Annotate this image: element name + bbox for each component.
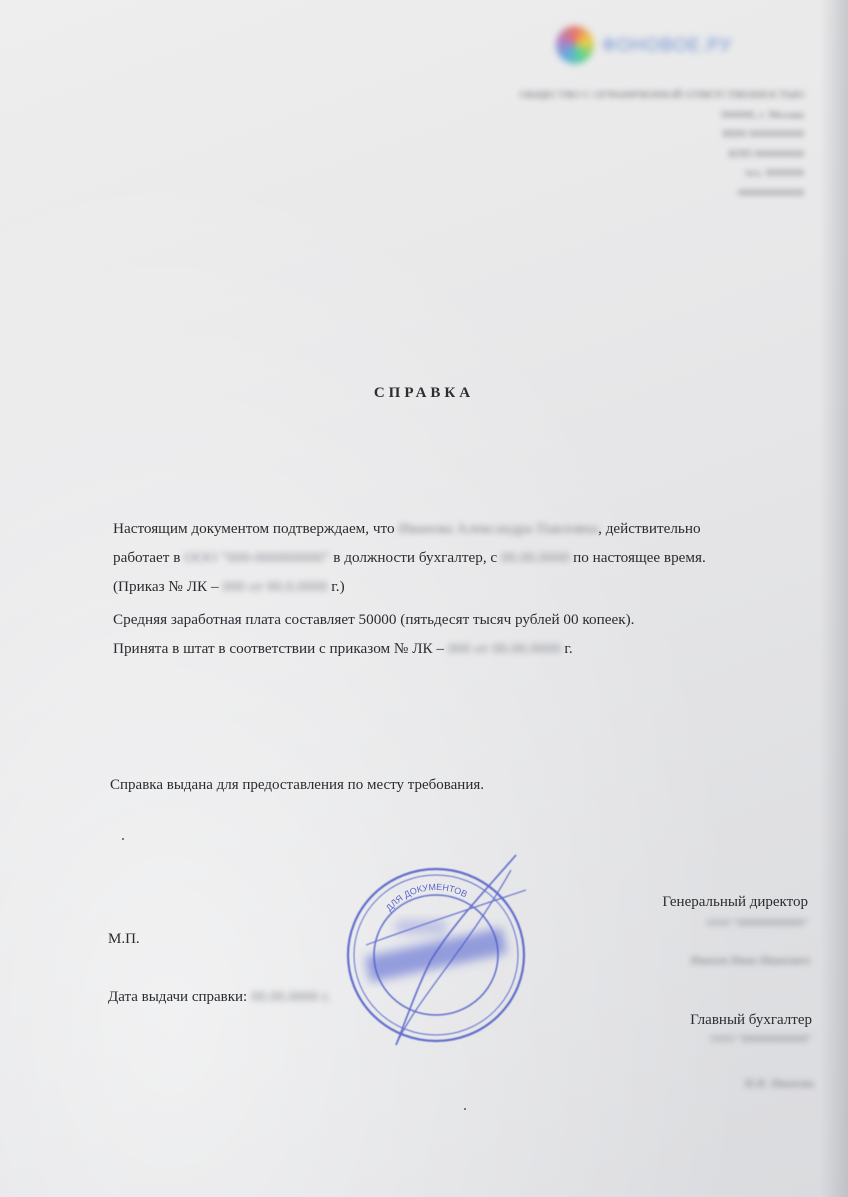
requisite-line: ИНН 0000000000 (722, 128, 804, 140)
director-company: ООО "000000000000" (706, 917, 808, 929)
director-name: Иванов Иван Иванович (690, 953, 810, 967)
body-text: работает в (113, 549, 181, 566)
requisite-line: КПП 000000000 (728, 147, 804, 160)
body-text: (Приказ № ЛК – (113, 578, 219, 595)
accountant-title: Главный бухгалтер (690, 1012, 812, 1028)
body-text: по настоящее время. (573, 549, 706, 566)
company-requisites (424, 86, 804, 203)
stamp-ring-text: ДЛЯ ДОКУМЕНТОВ (383, 881, 469, 914)
body-line (113, 514, 793, 543)
requisite-line: тел. 0000000 (744, 167, 804, 179)
document-body (113, 514, 793, 663)
purpose-line: Справка выдана для предоставления по месту требования. (110, 777, 485, 793)
requisite-line: ОБЩЕСТВО С ОГРАНИЧЕННОЙ ОТВЕТСТВЕННОСТЬЮ (519, 89, 804, 101)
redacted-order: 000 от 00.0.0000 (222, 578, 328, 595)
salary-line: Средняя заработная плата составляет 50000 (пятьдесят тысяч рублей 00 копеек). (113, 611, 635, 628)
company-logo (556, 26, 806, 64)
paper-speck (464, 1108, 466, 1110)
logo-text: ФОНОВОЕ.РУ (602, 34, 733, 55)
redacted-name: Иванова Александра Павловна (398, 520, 599, 537)
body-text: г.) (331, 578, 345, 595)
requisite-line: 000000000000 (738, 186, 804, 199)
paper-shadow (820, 0, 848, 1197)
body-text: г. (564, 640, 573, 657)
accountant-name: И.И. Иванова (744, 1076, 814, 1090)
company-stamp (336, 850, 536, 1050)
redacted-order: 000 от 00.00.0000 (447, 640, 561, 657)
requisite-line: 000000, г. Москва (721, 108, 804, 121)
body-text: Настоящим документом подтверждаем, что (113, 520, 395, 537)
body-line (113, 543, 793, 572)
body-text: , действительно (598, 520, 701, 537)
redacted-issue-date: 00.00.0000 г. (250, 989, 331, 1005)
body-line (113, 572, 793, 601)
issue-date (108, 989, 330, 1006)
redacted-company: ООО "000-000000000" (184, 549, 330, 566)
director-title: Генеральный директор (662, 894, 808, 910)
paper-speck (122, 838, 124, 840)
issue-label: Дата выдачи справки: (108, 989, 248, 1005)
accountant-company: ООО "000000000000" (710, 1033, 812, 1045)
body-text: Принята в штат в соответствии с приказом № ЛК – (113, 640, 445, 657)
redacted-date: 00.00.0000 (500, 549, 570, 566)
document-title: СПРАВКА (373, 385, 475, 401)
body-text: в должности бухгалтер, с (333, 549, 498, 566)
body-line (113, 634, 793, 663)
seal-place: М.П. (108, 931, 140, 947)
logo-icon (556, 26, 594, 64)
